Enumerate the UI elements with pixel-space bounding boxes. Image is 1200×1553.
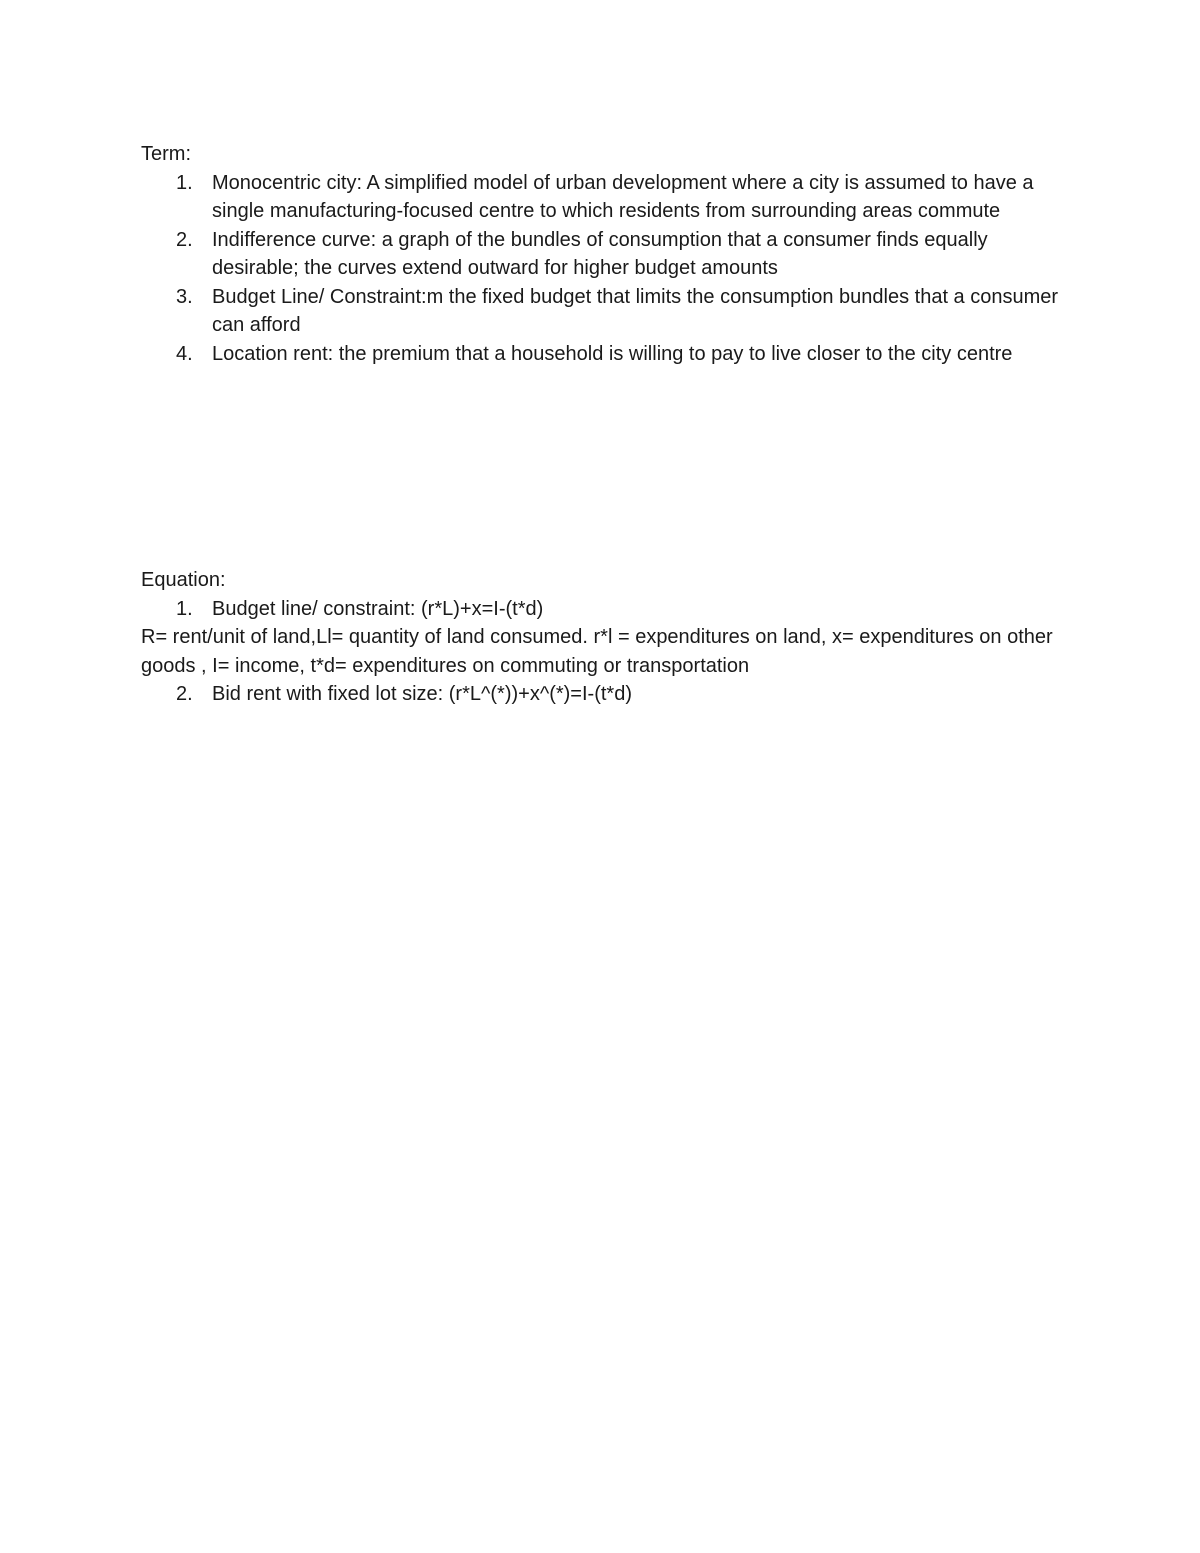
equations-section — [141, 566, 1061, 709]
list-item — [141, 283, 1061, 340]
equations-list-2 — [141, 680, 1061, 709]
equation-variable-definitions: R= rent/unit of land,Ll= quantity of land consumed. r*l = expenditures on land, x= expenditures on other goods , I= income, t*d= expenditures on commuting or transportation — [141, 626, 1053, 677]
list-item — [141, 340, 1061, 369]
term-location-rent: Location rent: the premium that a household is willing to pay to live closer to the city centre — [212, 342, 1013, 365]
term-budget-line: Budget Line/ Constraint:m the fixed budget that limits the consumption bundles that a consumer can afford — [212, 285, 1059, 336]
term-indifference-curve: Indifference curve: a graph of the bundles of consumption that a consumer finds equally desirable; the curves extend outward for higher budget amounts — [212, 228, 988, 279]
list-item — [141, 680, 1061, 709]
list-number: 2. — [176, 683, 193, 705]
list-number: 1. — [176, 597, 193, 620]
equations-heading: Equation: — [141, 569, 226, 591]
term-monocentric-city: Monocentric city: A simplified model of urban development where a city is assumed to have a single manufacturing-focused centre to which residents from surrounding areas commute — [212, 171, 1034, 222]
terms-list — [141, 169, 1061, 369]
terms-section — [141, 140, 1061, 368]
list-number: 1. — [176, 171, 193, 194]
list-item — [141, 595, 1061, 624]
equation-budget-line: Budget line/ constraint: (r*L)+x=I-(t*d) — [212, 597, 544, 620]
list-number: 2. — [176, 228, 193, 251]
list-number: 4. — [176, 342, 193, 365]
list-item — [141, 169, 1061, 226]
equations-list-1 — [141, 595, 1061, 624]
equation-bid-rent: Bid rent with fixed lot size: (r*L^(*))+x^(*)=I-(t*d) — [212, 683, 632, 705]
terms-heading: Term: — [141, 143, 191, 165]
list-number: 3. — [176, 285, 193, 308]
list-item — [141, 226, 1061, 283]
